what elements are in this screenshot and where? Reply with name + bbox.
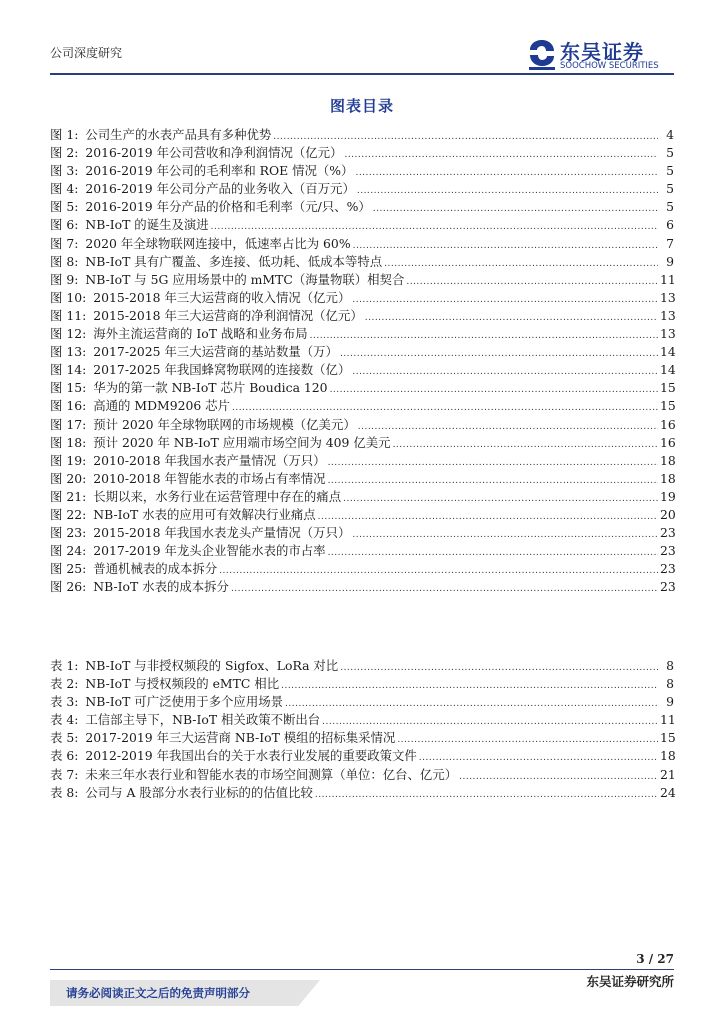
page-number: 3 / 27 <box>636 952 674 966</box>
entry-label: 图 14: <box>50 362 87 378</box>
entry-leader-dots <box>281 677 658 695</box>
entry-leader-dots <box>357 182 658 200</box>
entry-title: 预计 2020 年 NB-IoT 应用端市场空间为 409 亿美元 <box>93 434 391 450</box>
entry-page-number: 6 <box>666 217 674 233</box>
figure-toc-entry[interactable] <box>50 524 674 542</box>
entry-label: 表 8: <box>50 784 79 800</box>
footer-disclaimer: 请务必阅读正文之后的免责声明部分 <box>66 986 250 1000</box>
entry-leader-dots <box>219 562 658 580</box>
entry-page-number: 9 <box>666 694 674 710</box>
entry-title: 2017-2019 年三大运营商 NB-IoT 模组的招标集采情况 <box>85 730 396 746</box>
entry-title: 2016-2019 年公司分产品的业务收入（百万元） <box>85 181 355 197</box>
entry-page-number: 7 <box>666 235 674 251</box>
entry-title: 2017-2019 年龙头企业智能水表的市占率 <box>93 543 326 559</box>
entry-page-number: 14 <box>660 344 676 360</box>
entry-page-number: 18 <box>660 748 676 764</box>
entry-title: 2020 年全球物联网连接中，低速率占比为 60% <box>85 235 351 251</box>
entry-label: 图 3: <box>50 163 79 179</box>
entry-label: 表 4: <box>50 712 79 728</box>
entry-page-number: 23 <box>660 543 676 559</box>
logo-english-name: SOOCHOW SECURITIES <box>560 61 659 71</box>
entry-leader-dots <box>330 381 658 399</box>
entry-leader-dots <box>310 327 658 345</box>
entry-title: NB-IoT 水表的成本拆分 <box>93 579 229 595</box>
entry-title: 2015-2018 年三大运营商的净利润情况（亿元） <box>93 307 363 323</box>
entry-title: NB-IoT 与 5G 应用场景中的 mMTC（海量物联）相契合 <box>85 271 405 287</box>
figure-toc-entry[interactable] <box>50 325 674 343</box>
entry-leader-dots <box>352 291 658 309</box>
figure-toc-entry[interactable] <box>50 126 674 144</box>
entry-label: 表 7: <box>50 766 79 782</box>
entry-label: 图 20: <box>50 470 87 486</box>
entry-page-number: 14 <box>660 362 676 378</box>
entry-title: 2016-2019 年公司的毛利率和 ROE 情况（%） <box>85 163 354 179</box>
entry-page-number: 11 <box>660 271 676 287</box>
entry-label: 图 24: <box>50 543 87 559</box>
entry-label: 图 11: <box>50 307 87 323</box>
entry-label: 表 2: <box>50 676 79 692</box>
entry-title: 海外主流运营商的 IoT 战略和业务布局 <box>93 326 308 342</box>
figure-toc-entry[interactable] <box>50 379 674 397</box>
entry-title: 2017-2025 年三大运营商的基站数量（万） <box>93 344 338 360</box>
entry-title: 公司与 A 股部分水表行业标的的估值比较 <box>85 784 313 800</box>
figure-toc-entry[interactable] <box>50 235 674 253</box>
figure-toc-entry[interactable] <box>50 452 674 470</box>
entry-title: 2012-2019 年我国出台的关于水表行业发展的重要政策文件 <box>85 748 417 764</box>
figure-toc-entry[interactable] <box>50 506 674 524</box>
entry-title: 2010-2018 年我国水表产量情况（万只） <box>93 452 326 468</box>
entry-label: 图 26: <box>50 579 87 595</box>
entry-label: 图 10: <box>50 289 87 305</box>
entry-leader-dots <box>343 490 658 508</box>
entry-label: 图 17: <box>50 416 87 432</box>
entry-title: NB-IoT 与非授权频段的 Sigfox、LoRa 对比 <box>85 658 339 673</box>
report-type-label: 公司深度研究 <box>50 46 123 60</box>
entry-page-number: 5 <box>666 163 674 179</box>
entry-label: 图 21: <box>50 488 87 504</box>
entry-title: 长期以来，水务行业在运营管理中存在的痛点 <box>93 488 342 504</box>
entry-page-number: 24 <box>660 784 676 800</box>
figure-toc-entry[interactable] <box>50 397 674 415</box>
entry-label: 图 15: <box>50 380 87 396</box>
entry-title: NB-IoT 的诞生及演进 <box>85 217 209 233</box>
entry-page-number: 13 <box>660 326 676 342</box>
entry-label: 图 1: <box>50 127 79 142</box>
entry-leader-dots <box>384 255 658 273</box>
figure-toc-entry[interactable] <box>50 253 674 271</box>
figure-toc-entry[interactable] <box>50 560 674 578</box>
entry-page-number: 15 <box>660 380 676 396</box>
entry-leader-dots <box>353 237 658 255</box>
entry-leader-dots <box>365 309 658 327</box>
figure-toc-entry[interactable] <box>50 434 674 452</box>
entry-label: 图 22: <box>50 506 87 522</box>
figure-toc-entry[interactable] <box>50 289 674 307</box>
table-toc-entry[interactable] <box>50 693 674 711</box>
logo-chinese-name: 东吴证券 <box>560 40 644 64</box>
entry-title: 未来三年水表行业和智能水表的市场空间测算（单位：亿台、亿元） <box>85 766 458 782</box>
entry-leader-dots <box>340 345 658 363</box>
entry-leader-dots <box>459 768 658 786</box>
entry-leader-dots <box>352 526 658 544</box>
figure-toc-entry[interactable] <box>50 416 674 434</box>
entry-leader-dots <box>231 580 658 598</box>
entry-title: 2017-2025 年我国蜂窝物联网的连接数（亿） <box>93 362 351 378</box>
entry-label: 图 4: <box>50 181 79 197</box>
entry-label: 图 6: <box>50 217 79 233</box>
entry-page-number: 5 <box>666 145 674 161</box>
entry-label: 图 9: <box>50 271 79 287</box>
page-title: 图表目录 <box>329 97 394 115</box>
entry-leader-dots <box>328 544 658 562</box>
scs-emblem-icon <box>527 38 557 70</box>
figure-toc-entry[interactable] <box>50 488 674 506</box>
entry-page-number: 23 <box>660 579 676 595</box>
entry-label: 表 6: <box>50 748 79 764</box>
footer-divider <box>50 969 674 970</box>
tables-toc <box>50 657 674 802</box>
entry-leader-dots <box>344 146 658 164</box>
entry-page-number: 8 <box>666 658 674 673</box>
figure-toc-entry[interactable] <box>50 361 674 379</box>
table-toc-entry[interactable] <box>50 711 674 729</box>
figure-toc-entry[interactable] <box>50 578 674 596</box>
entry-title: 工信部主导下，NB-IoT 相关政策不断出台 <box>85 712 321 728</box>
entry-title: 2015-2018 年三大运营商的收入情况（亿元） <box>93 289 351 305</box>
figure-toc-entry[interactable] <box>50 198 674 216</box>
entry-page-number: 16 <box>660 416 676 432</box>
entry-page-number: 13 <box>660 289 676 305</box>
entry-title: 普通机械表的成本拆分 <box>93 561 218 577</box>
entry-page-number: 15 <box>660 730 676 746</box>
entry-label: 表 1: <box>50 658 79 673</box>
entry-leader-dots <box>340 659 658 677</box>
table-toc-entry[interactable] <box>50 747 674 765</box>
entry-page-number: 18 <box>660 452 676 468</box>
figure-toc-entry[interactable] <box>50 216 674 234</box>
entry-page-number: 8 <box>666 676 674 692</box>
table-toc-entry[interactable] <box>50 675 674 693</box>
entry-leader-dots <box>318 508 658 526</box>
entry-label: 图 13: <box>50 344 87 360</box>
entry-title: 2010-2018 年智能水表的市场占有率情况 <box>93 470 326 486</box>
entry-page-number: 9 <box>666 253 674 269</box>
entry-title: NB-IoT 与授权频段的 eMTC 相比 <box>85 676 280 692</box>
entry-page-number: 20 <box>660 506 676 522</box>
entry-label: 图 12: <box>50 326 87 342</box>
figure-toc-entry[interactable] <box>50 343 674 361</box>
footer-institute: 东吴证券研究所 <box>586 974 674 989</box>
entry-leader-dots <box>328 454 658 472</box>
entry-page-number: 5 <box>666 199 674 215</box>
table-toc-entry[interactable] <box>50 784 674 802</box>
entry-label: 图 5: <box>50 199 79 215</box>
entry-label: 图 19: <box>50 452 87 468</box>
entry-page-number: 18 <box>660 470 676 486</box>
table-toc-entry[interactable] <box>50 657 674 675</box>
entry-title: 2016-2019 年公司营收和净利润情况（亿元） <box>85 145 343 161</box>
entry-label: 图 16: <box>50 398 87 414</box>
entry-title: NB-IoT 具有广覆盖、多连接、低功耗、低成本等特点 <box>85 253 383 269</box>
entry-leader-dots <box>358 418 658 436</box>
entry-page-number: 13 <box>660 307 676 323</box>
figure-toc-entry[interactable] <box>50 162 674 180</box>
entry-title: 2016-2019 年分产品的价格和毛利率（元/只、%） <box>85 199 371 215</box>
entry-title: 2015-2018 年我国水表龙头产量情况（万只） <box>93 525 351 541</box>
entry-title: 公司生产的水表产品具有多种优势 <box>85 127 272 142</box>
table-toc-entry[interactable] <box>50 729 674 747</box>
figure-toc-entry[interactable] <box>50 307 674 325</box>
entry-leader-dots <box>406 273 658 291</box>
figure-toc-entry[interactable] <box>50 180 674 198</box>
entry-leader-dots <box>397 731 658 749</box>
entry-page-number: 11 <box>660 712 676 728</box>
figure-toc-entry[interactable] <box>50 542 674 560</box>
entry-page-number: 16 <box>660 434 676 450</box>
figure-toc-entry[interactable] <box>50 271 674 289</box>
entry-label: 图 8: <box>50 253 79 269</box>
figure-toc-entry[interactable] <box>50 144 674 162</box>
entry-leader-dots <box>393 436 658 454</box>
entry-label: 图 7: <box>50 235 79 251</box>
figures-toc <box>50 126 674 596</box>
company-logo <box>527 38 677 72</box>
entry-title: NB-IoT 水表的应用可有效解决行业痛点 <box>93 506 316 522</box>
entry-page-number: 23 <box>660 561 676 577</box>
entry-page-number: 5 <box>666 181 674 197</box>
entry-label: 图 18: <box>50 434 87 450</box>
entry-page-number: 19 <box>660 488 676 504</box>
entry-page-number: 21 <box>660 766 676 782</box>
entry-label: 表 3: <box>50 694 79 710</box>
entry-title: 高通的 MDM9206 芯片 <box>93 398 230 414</box>
entry-page-number: 23 <box>660 525 676 541</box>
entry-label: 表 5: <box>50 730 79 746</box>
entry-leader-dots <box>373 200 658 218</box>
entry-leader-dots <box>352 363 658 381</box>
entry-leader-dots <box>355 164 658 182</box>
table-toc-entry[interactable] <box>50 766 674 784</box>
entry-page-number: 4 <box>666 127 674 142</box>
entry-leader-dots <box>328 472 658 490</box>
entry-title: NB-IoT 可广泛使用于多个应用场景 <box>85 694 283 710</box>
header-divider <box>50 73 674 75</box>
entry-label: 图 25: <box>50 561 87 577</box>
entry-leader-dots <box>315 786 658 804</box>
entry-label: 图 2: <box>50 145 79 161</box>
entry-page-number: 15 <box>660 398 676 414</box>
entry-label: 图 23: <box>50 525 87 541</box>
entry-title: 华为的第一款 NB-IoT 芯片 Boudica 120 <box>93 380 328 396</box>
entry-title: 预计 2020 年全球物联网的市场规模（亿美元） <box>93 416 356 432</box>
figure-toc-entry[interactable] <box>50 470 674 488</box>
entry-leader-dots <box>285 695 658 713</box>
